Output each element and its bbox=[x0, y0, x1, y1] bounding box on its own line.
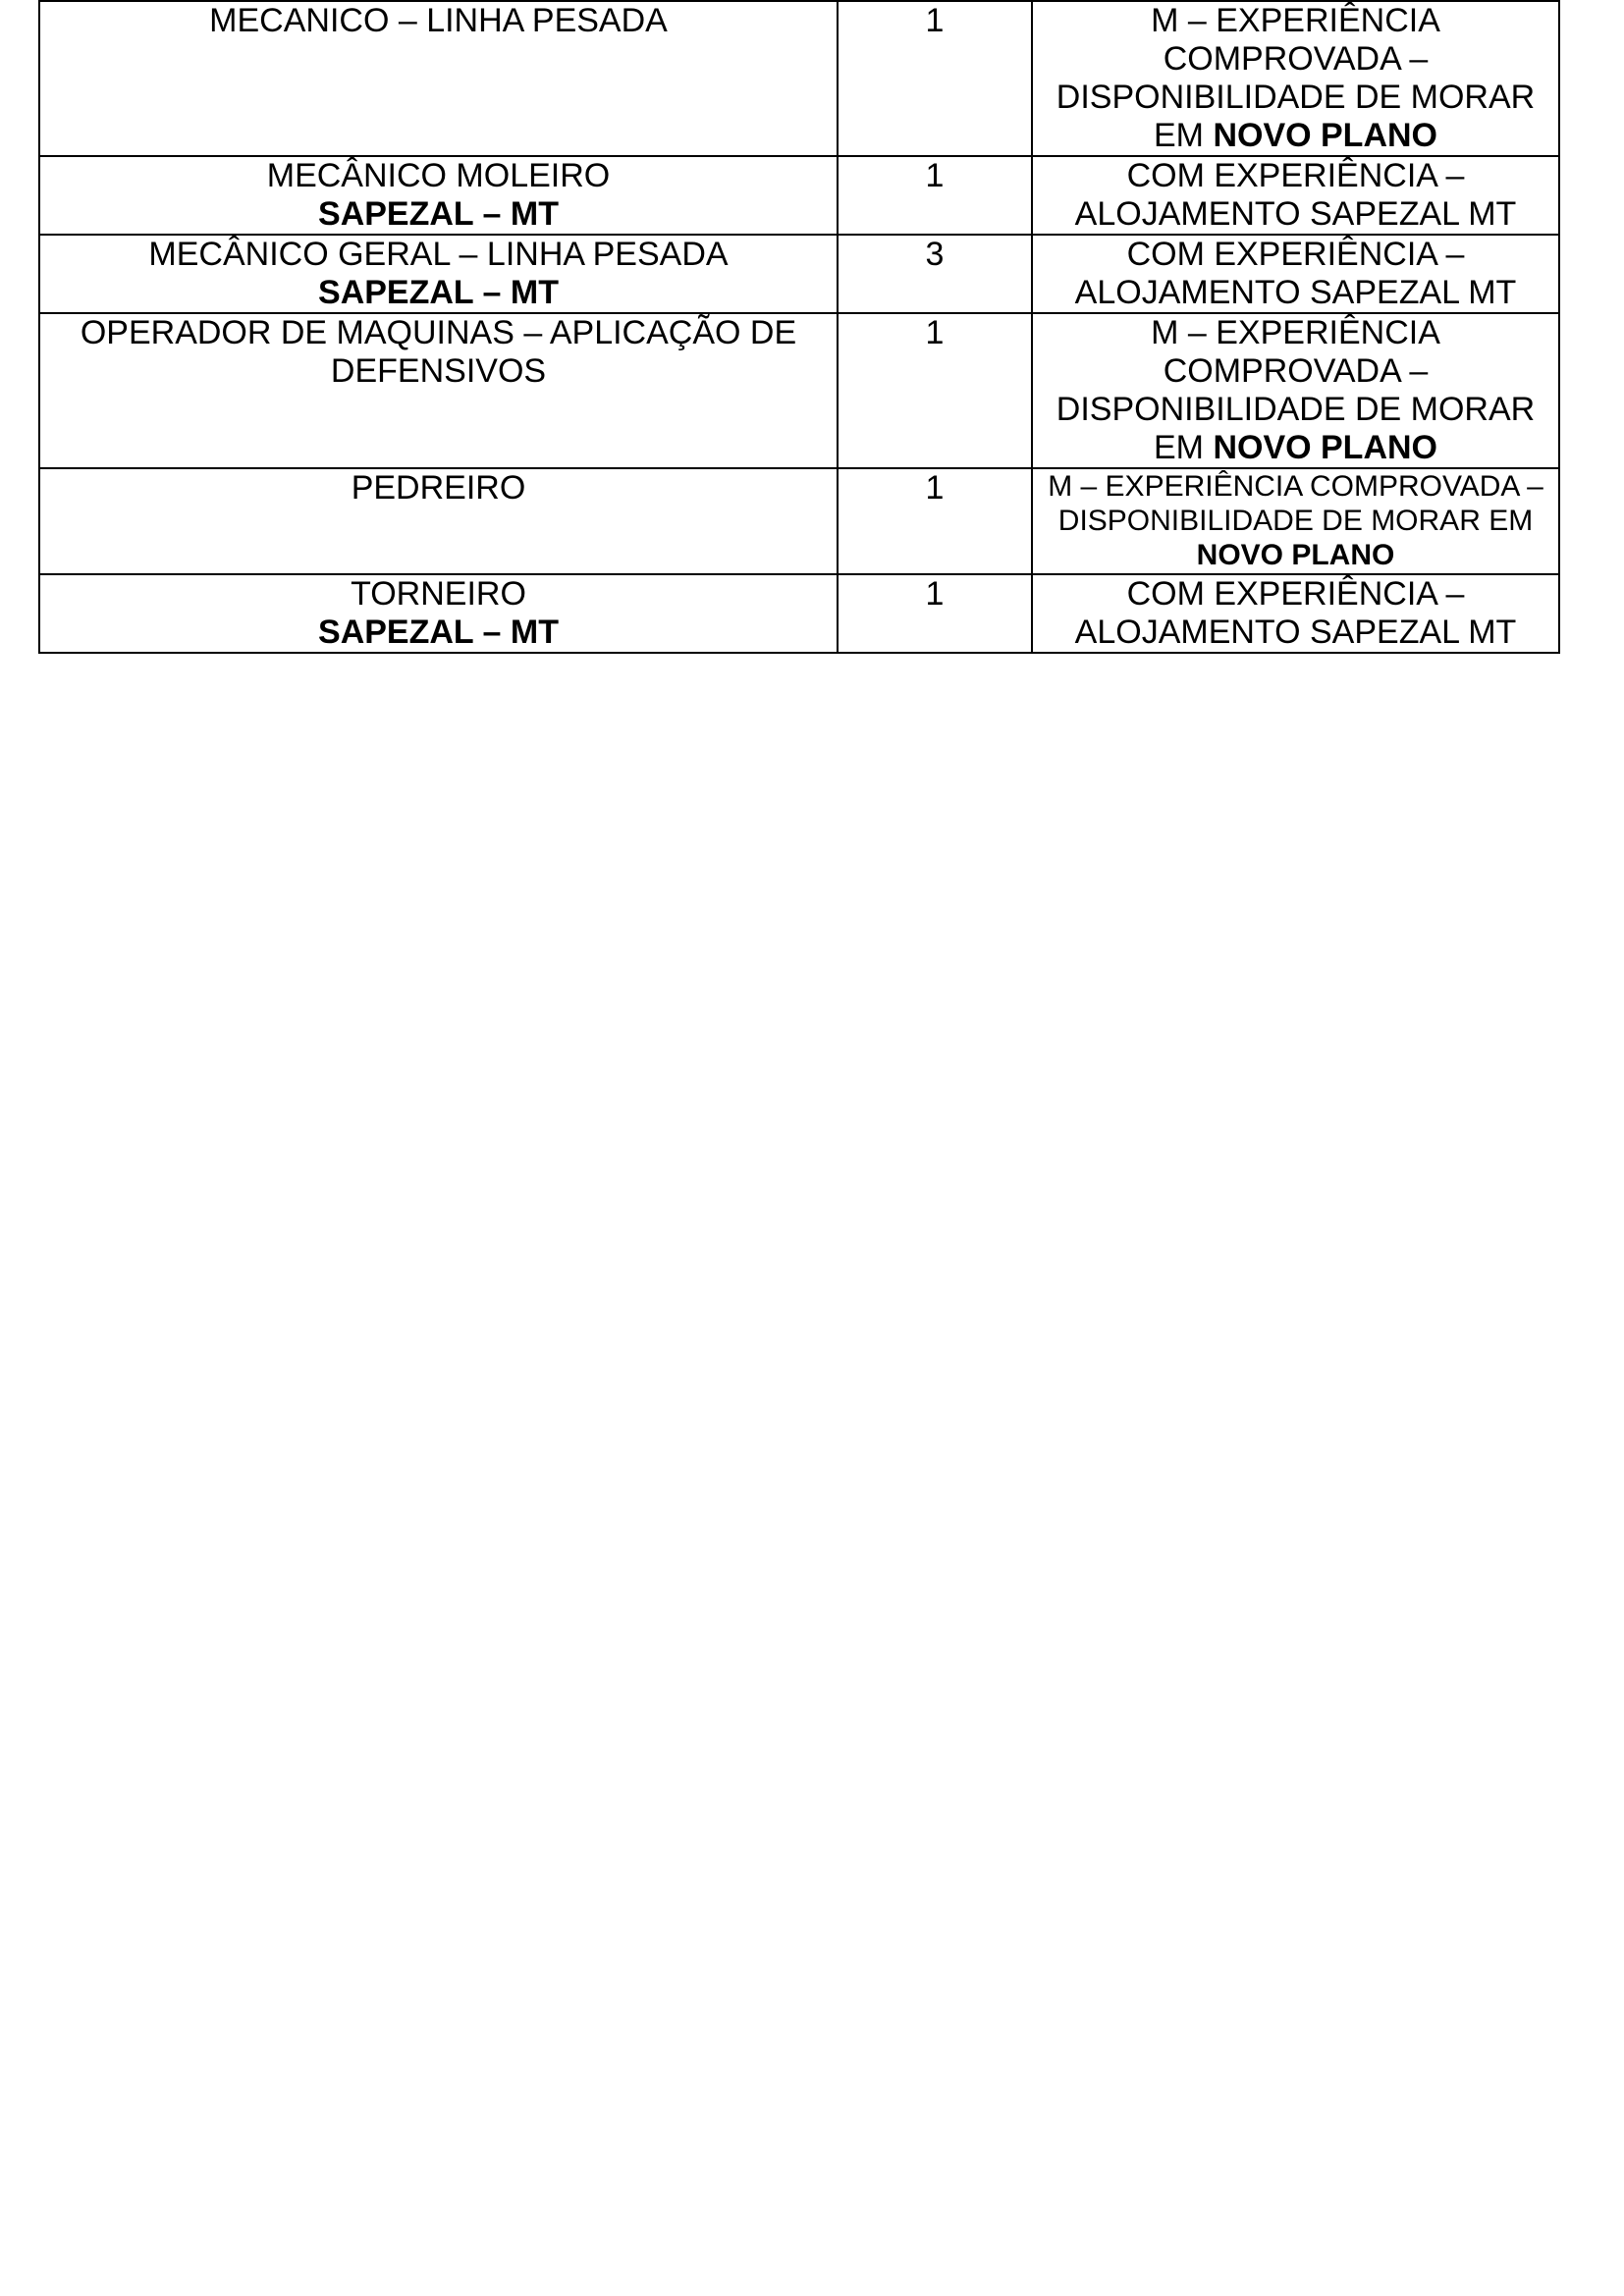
requirement-text: COM EXPERIÊNCIA – ALOJAMENTO SAPEZAL MT bbox=[1074, 575, 1517, 651]
requirement-cell bbox=[1032, 156, 1559, 235]
role-cell bbox=[39, 313, 838, 468]
requirement-text: M – EXPERIÊNCIA COMPROVADA – DISPONIBILIDADE DE MORAR EM bbox=[1048, 470, 1543, 537]
role-title: OPERADOR DE MAQUINAS – APLICAÇÃO DE DEFENSIVOS bbox=[80, 314, 797, 390]
quantity-value: 1 bbox=[925, 2, 945, 39]
requirement-cell bbox=[1032, 574, 1559, 653]
role-title: PEDREIRO bbox=[351, 469, 526, 507]
role-cell bbox=[39, 235, 838, 313]
quantity-value: 1 bbox=[925, 314, 945, 351]
quantity-cell bbox=[838, 156, 1032, 235]
requirement-location: NOVO PLANO bbox=[1213, 117, 1438, 154]
table-row bbox=[39, 574, 1559, 653]
job-openings-table bbox=[38, 0, 1560, 654]
table-row bbox=[39, 313, 1559, 468]
quantity-cell bbox=[838, 468, 1032, 574]
requirement-text: COM EXPERIÊNCIA – ALOJAMENTO SAPEZAL MT bbox=[1074, 157, 1517, 233]
role-cell bbox=[39, 156, 838, 235]
requirement-cell bbox=[1032, 468, 1559, 574]
role-cell bbox=[39, 574, 838, 653]
table-row bbox=[39, 1, 1559, 156]
requirement-cell bbox=[1032, 313, 1559, 468]
quantity-cell bbox=[838, 574, 1032, 653]
role-location: SAPEZAL – MT bbox=[318, 274, 559, 311]
role-location: SAPEZAL – MT bbox=[318, 614, 559, 651]
role-cell bbox=[39, 468, 838, 574]
quantity-cell bbox=[838, 313, 1032, 468]
quantity-value: 1 bbox=[925, 469, 945, 507]
role-title: MECANICO – LINHA PESADA bbox=[209, 2, 668, 39]
role-title: MECÂNICO MOLEIRO bbox=[266, 157, 611, 194]
quantity-cell bbox=[838, 1, 1032, 156]
quantity-value: 1 bbox=[925, 157, 945, 194]
quantity-cell bbox=[838, 235, 1032, 313]
requirement-cell bbox=[1032, 235, 1559, 313]
table-row bbox=[39, 156, 1559, 235]
requirement-location: NOVO PLANO bbox=[1196, 539, 1395, 571]
role-title: MECÂNICO GERAL – LINHA PESADA bbox=[148, 236, 729, 273]
requirement-text: M – EXPERIÊNCIA COMPROVADA – DISPONIBILIDADE DE MORAR EM bbox=[1056, 2, 1536, 154]
role-location: SAPEZAL – MT bbox=[318, 195, 559, 233]
role-title: TORNEIRO bbox=[351, 575, 526, 613]
requirement-text: COM EXPERIÊNCIA – ALOJAMENTO SAPEZAL MT bbox=[1074, 236, 1517, 311]
quantity-value: 3 bbox=[925, 236, 945, 273]
requirement-location: NOVO PLANO bbox=[1213, 429, 1438, 466]
table-row bbox=[39, 468, 1559, 574]
requirement-cell bbox=[1032, 1, 1559, 156]
role-cell bbox=[39, 1, 838, 156]
requirement-text: M – EXPERIÊNCIA COMPROVADA – DISPONIBILIDADE DE MORAR EM bbox=[1056, 314, 1536, 466]
quantity-value: 1 bbox=[925, 575, 945, 613]
table-row bbox=[39, 235, 1559, 313]
